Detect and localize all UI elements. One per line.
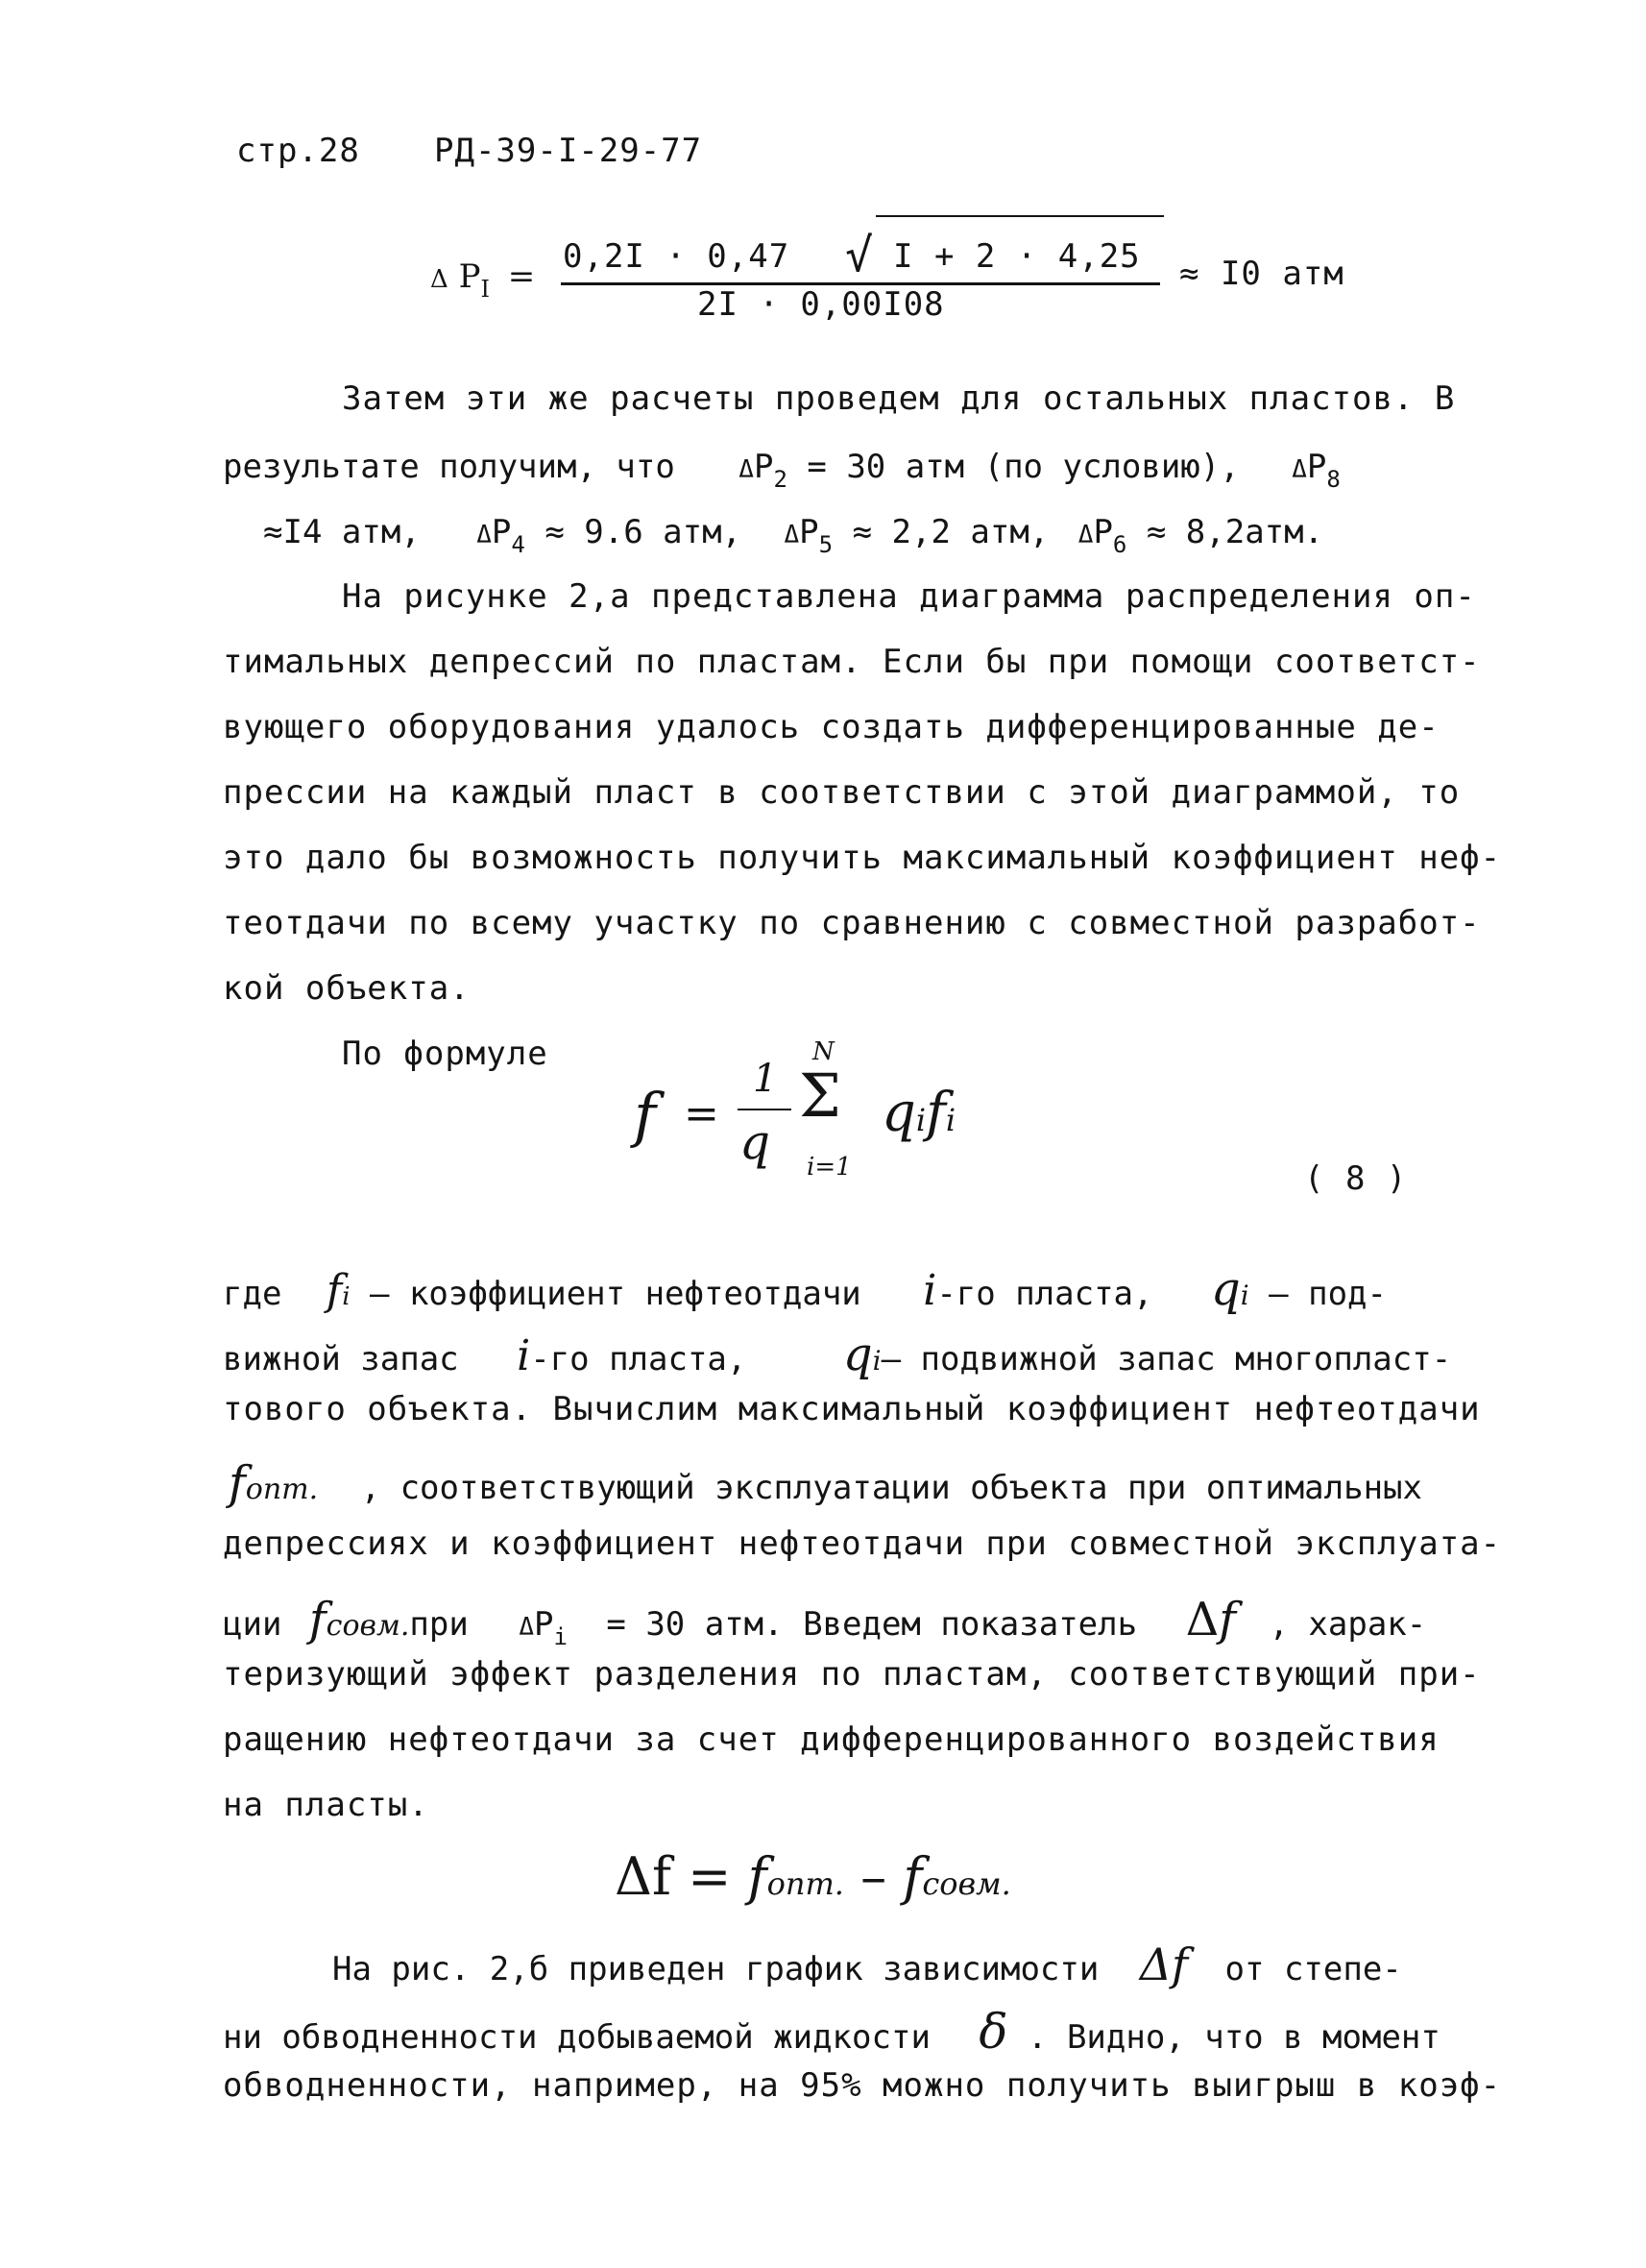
delta-p5: $\Delta P_5$ <box>784 513 834 558</box>
para3-line5: депрессиях и коэффициент нефтеотдачи при совместной эксплуата- <box>223 1524 1502 1563</box>
para1-line1: Затем эти же расчеты проведем для остальных пластов. В <box>342 379 1456 418</box>
delta-p6: $\Delta P_6$ <box>1077 513 1127 558</box>
para1-line2-value: = 30 атм (по условию), <box>807 448 1240 486</box>
para3-line6: ции fсовм.при $\Delta P_i = 30$ атм. Введем показатель Δf , харак- <box>223 1593 1427 1650</box>
delta-p2: $\Delta P_2$ <box>738 448 787 493</box>
para3-line7: теризующий эффект разделения по пластам, соответствующий при- <box>223 1655 1481 1694</box>
para1-line3 <box>263 513 1324 558</box>
formula1-result: ≈ I0 атм <box>1179 255 1344 293</box>
para4-line2: ни обводненности добываемой жидкости δ . Видно, что в момент <box>223 2004 1440 2060</box>
formula1-sqrt-content: I + 2 · 4,25 <box>893 237 1141 276</box>
para4-line1: На рис. 2,б приведен график зависимости Δf от степе- <box>332 1939 1402 1990</box>
delta-p3-value: ≈I4 атм, <box>263 513 421 551</box>
formula-lhs: P <box>458 257 481 296</box>
formula8-term: qifi <box>882 1082 956 1144</box>
delta-p4-value: ≈ 9.6 атм, <box>545 513 742 551</box>
document-code: РД-39-I-29-77 <box>434 132 703 170</box>
delta-p4: $\Delta P_4$ <box>476 513 525 558</box>
page-number: стр.28 <box>236 132 360 170</box>
formula8-intro: По формуле <box>342 1035 548 1073</box>
para2-line: кой объекта. <box>223 969 471 1008</box>
sigma-top: N <box>812 1037 835 1066</box>
para2-line: прессии на каждый пласт в соответствии с этой диаграммой, то <box>223 773 1461 812</box>
delta-p3: $\Delta P_8$ <box>1292 448 1341 493</box>
para2-line: вующего оборудования удалось создать дифференцированные де- <box>223 708 1440 746</box>
sqrt-sign: √ <box>845 229 874 282</box>
delta-p6-value: ≈ 8,2атм. <box>1146 513 1324 551</box>
formula8-fraction-num: 1 <box>753 1057 778 1101</box>
para3-line9: на пласты. <box>223 1786 429 1824</box>
delta-symbol: Δ <box>430 265 448 294</box>
para1-line2 <box>223 448 1341 493</box>
formula1-denominator: 2I · 0,00I08 <box>697 285 945 324</box>
sigma-icon: Σ <box>799 1061 841 1131</box>
formula-lhs-sub: I <box>480 276 490 303</box>
sigma-bottom: i=1 <box>807 1153 852 1182</box>
para1-line2-text: результате получим, что <box>223 448 675 486</box>
para3-line8: ращению нефтеотдачи за счет дифференцированного воздействия <box>223 1720 1440 1759</box>
formula-delta-p1: Δ $P_I$ = <box>430 257 536 303</box>
para3-line2: вижной запас i-го пласта, qi– подвижной запас многопласт- <box>223 1328 1452 1381</box>
para2-line: На рисунке 2,а представлена диаграмма распределения оп- <box>342 577 1476 616</box>
formula-delta-f: Δf = fопт. – fсовм. <box>615 1846 1011 1907</box>
formula8-fraction-bar <box>738 1109 791 1110</box>
para3-line3: тового объекта. Вычислим максимальный коэффициент нефтеотдачи <box>223 1390 1481 1428</box>
sqrt-overline <box>876 215 1164 217</box>
equation-number: ( 8 ) <box>1304 1159 1408 1198</box>
formula1-numerator: 0,2I · 0,47 <box>563 237 790 276</box>
formula8-fraction-den: q <box>739 1114 771 1170</box>
para2-line: это дало бы возможность получить максимальный коэффициент неф- <box>223 839 1502 877</box>
para2-line: тимальных депрессий по пластам. Если бы при помощи соответст- <box>223 643 1481 681</box>
delta-p5-value: ≈ 2,2 атм, <box>852 513 1050 551</box>
formula8-lhs: f <box>634 1080 656 1150</box>
para3-line1: где fi – коэффициент нефтеотдачи i-го пласта, qi – под- <box>223 1262 1387 1316</box>
formula8-equals: = <box>684 1089 719 1138</box>
para3-line4: fопт. , соответствующий эксплуатации объекта при оптимальных <box>229 1456 1422 1510</box>
para2-line: теотдачи по всему участку по сравнению с совместной разработ- <box>223 904 1481 942</box>
para4-line3: обводненности, например, на 95% можно получить выигрыш в коэф- <box>223 2066 1502 2105</box>
